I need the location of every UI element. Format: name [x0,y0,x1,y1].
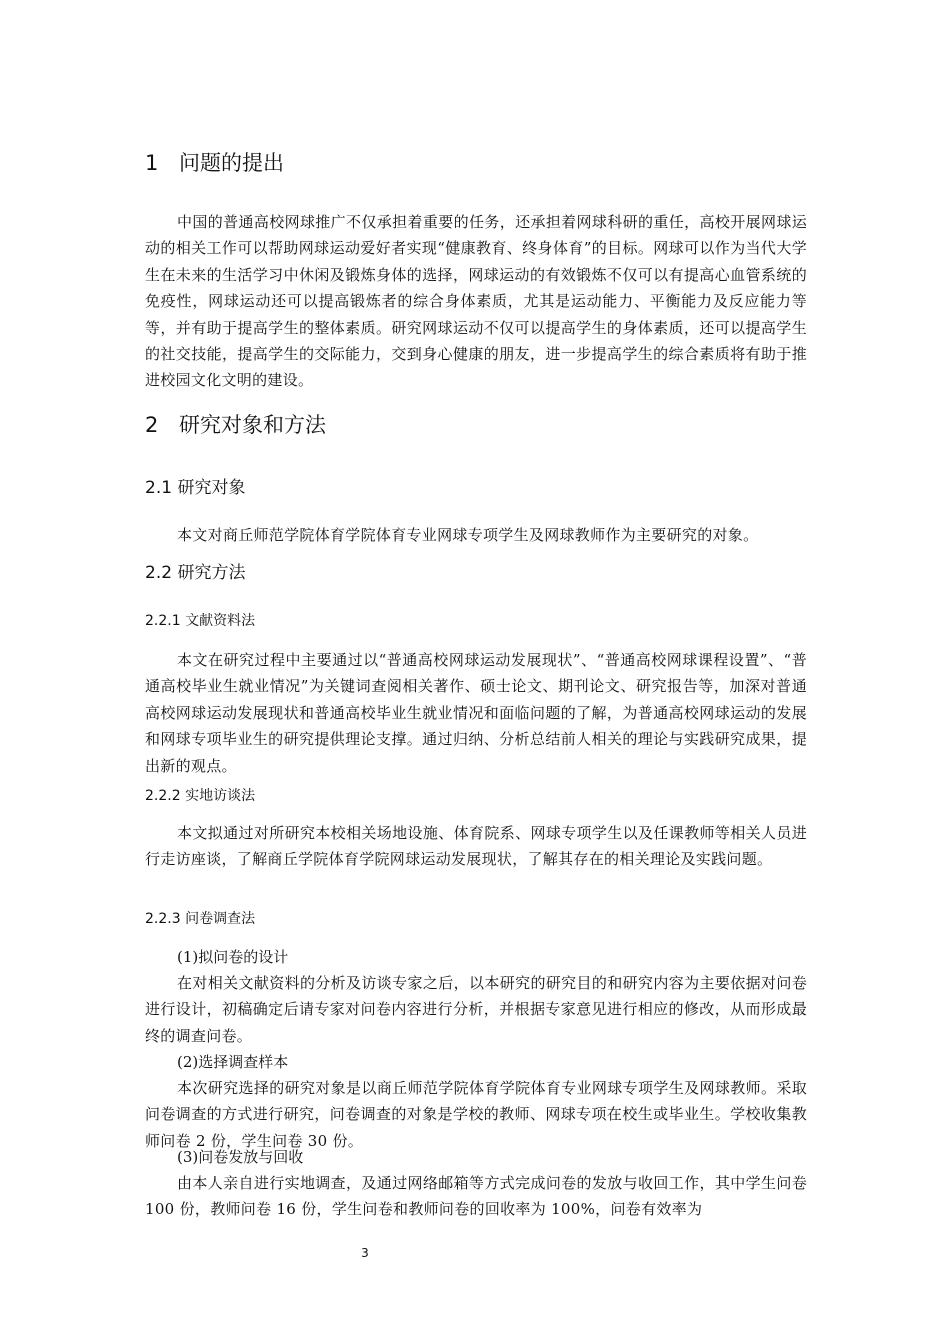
section-1-paragraph: 中国的普通高校网球推广不仅承担着重要的任务，还承担着网球科研的重任，高校开展网球运动的相关工作可以帮助网球运动爱好者实现“健康教育、终身体育”的目标。网球可以作为当代大学生在未来的生活学习中休闲及锻炼身体的选择，网球运动的有效锻炼不仅可以有提高心血管系统的免疫性，网球运动还可以提高锻炼者的综合身体素质，尤其是运动能力、平衡能力及反应能力等等，并有助于提高学生的整体素质。研究网球运动不仅可以提高学生的身体素质，还可以提高学生的社交技能，提高学生的交际能力，交到身心健康的朋友，进一步提高学生的综合素质将有助于推进校园文化文明的建设。 [145,213,807,390]
subsection-2-2-1-heading: 2.2.1 文献资料法 [145,613,256,629]
page-number: 3 [361,1246,369,1260]
list-item-1-paragraph: 在对相关文献资料的分析及访谈专家之后，以本研究的研究目的和研究内容为主要依据对问卷进行设计，初稿确定后请专家对问卷内容进行分析，并根据专家意见进行相应的修改，从而形成最终的调查问卷。 [145,974,807,1045]
list-item-3-paragraph: 由本人亲自进行实地调查，及通过网络邮箱等方式完成问卷的发放与收回工作，其中学生问卷 100 份，教师问卷 16 份，学生问卷和教师问卷的回收率为 100%，问卷有效率为 [145,1174,807,1219]
list-item-2: (2)选择调查样本 [177,1053,289,1071]
list-item-2-paragraph: 本次研究选择的研究对象是以商丘师范学院体育学院体育专业网球专项学生及网球教师。采取问卷调查的方式进行研究，问卷调查的对象是学校的教师、网球专项在校生或毕业生。学校收集教师问卷 2 份，学生问卷 30 份。 [145,1079,807,1150]
list-item-3: (3)问卷发放与回收 [177,1148,304,1166]
section-title: 研究对象和方法 [179,413,326,437]
subsection-2-2-2-heading: 2.2.2 实地访谈法 [145,788,256,804]
subsection-2-1-heading: 2.1 研究对象 [145,478,246,498]
list-item-1: (1)拟问卷的设计 [177,948,289,966]
section-title: 问题的提出 [179,151,284,175]
section-number: 2 [145,413,159,437]
subsection-2-2-heading: 2.2 研究方法 [145,563,246,583]
subsection-2-1-paragraph: 本文对商丘师范学院体育学院体育专业网球专项学生及网球教师作为主要研究的对象。 [177,526,759,544]
section-2-heading [145,411,326,439]
subsection-2-2-3-heading: 2.2.3 问卷调查法 [145,911,256,927]
section-number: 1 [145,151,159,175]
subsection-2-2-1-paragraph: 本文在研究过程中主要通过以“普通高校网球运动发展现状”、“普通高校网球课程设置”、“普通高校毕业生就业情况”为关键词查阅相关著作、硕士论文、期刊论文、研究报告等，加深对普通高校网球运动发展现状和普通高校毕业生就业情况和面临问题的了解，为普通高校网球运动的发展和网球专项毕业生的研究提供理论支撑。通过归纳、分析总结前人相关的理论与实践研究成果，提出新的观点。 [145,651,807,775]
section-1-heading [145,149,284,177]
subsection-2-2-2-paragraph: 本文拟通过对所研究本校相关场地设施、体育院系、网球专项学生以及任课教师等相关人员进行走访座谈，了解商丘学院体育学院网球运动发展现状，了解其存在的相关理论及实践问题。 [145,824,807,869]
